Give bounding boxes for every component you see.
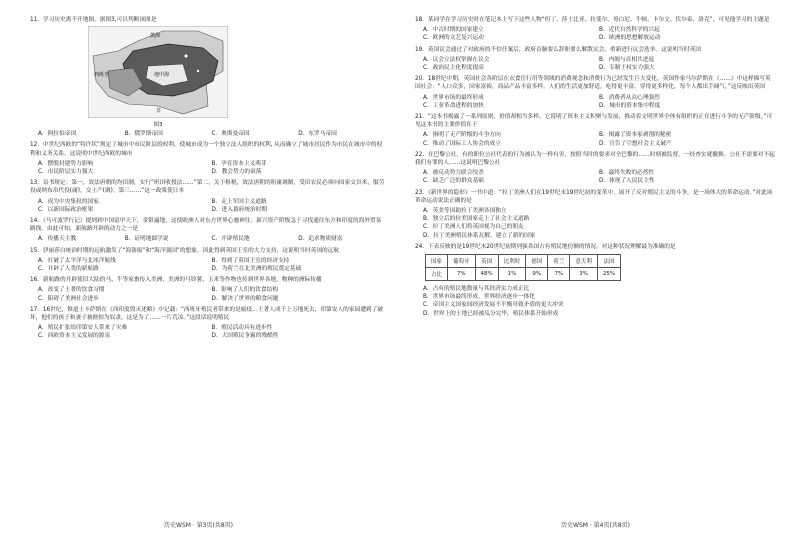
option-d[interactable]: D．东罗马帝国 (298, 131, 337, 138)
question-text: 21．“这本书揭露了一系列原则，价值却相当多样。它说明了资本主义积聚与发展，推动着文明世界全体有组织的正在进行斗争的无产阶级。”可见这本书的主要价值在于 (415, 114, 773, 129)
colony-share-table (425, 254, 621, 281)
question-12 (30, 141, 385, 157)
question-17 (30, 306, 385, 322)
table-cell: 葡萄牙 (448, 255, 476, 268)
question-text: 11．学习历史离不开地图，据图3,可以判断该图是 (30, 17, 157, 23)
option-d[interactable]: D．为荷兰在北美洲的殖民奠定基础 (211, 266, 302, 273)
option-d[interactable]: D．解决了世界的粮食问题 (211, 295, 279, 302)
question-15 (30, 247, 385, 255)
question-23 (415, 189, 775, 205)
map-figure (88, 26, 228, 118)
map-label-top: 黑海 (150, 33, 161, 40)
option-b[interactable]: B．独立后的拉美国家走上了社会主义道路 (423, 216, 530, 223)
option-c[interactable]: C．开辟了人类的新航路 (38, 266, 99, 273)
option-a[interactable]: A．英美等国助拉丁美洲各国独立 (423, 208, 507, 215)
option-a[interactable]: A．议会立法权掌握在议会 (423, 56, 490, 63)
page-footer: 历史WSM · 第4页(共8页) (561, 522, 630, 529)
empire-map (88, 26, 228, 118)
option-a[interactable]: A．中古时期的国家建立 (423, 27, 484, 34)
option-b[interactable]: B．近代自然科学的兴起 (599, 27, 660, 34)
question-17-options (38, 324, 385, 340)
option-c[interactable]: C．以新国际政治框架 (38, 206, 94, 213)
table-cell: 3% (570, 268, 598, 281)
option-c[interactable]: C．开辟殖民地 (211, 236, 250, 243)
option-d[interactable]: D．宣告了空想社会主义破产 (599, 140, 672, 147)
map-label-west: 西班牙 (94, 72, 110, 79)
option-c[interactable]: C．工业革命进程的加快 (423, 102, 484, 109)
table-cell: 7% (548, 268, 570, 281)
right-page (397, 0, 794, 537)
option-a[interactable]: A．打破了太平洋与北冰洋航线 (38, 257, 116, 264)
question-11 (30, 16, 385, 24)
question-18-options (423, 26, 775, 42)
question-text: 20．18世纪中期，英国社会各阶层在衣食住行用等领域的消费观念和消费行为已经发生巨大变化。英国作家马尔萨斯在《……》中这样描写英国社会：“人口众多，国家富裕，商品产品丰富多样，人们的生活更加舒适，吃得更丰富、穿得更多样化，每个人都出手阔气。”这反映出英国 (415, 76, 771, 91)
question-22 (415, 151, 775, 167)
question-18 (415, 16, 775, 24)
question-24-options (423, 285, 775, 318)
option-a[interactable]: A．世界市场的最终形成 (423, 94, 484, 101)
question-text: 22．在巴黎公社，有的职位公社代表的行为被认为一样有害，按照当时的要求对全巴黎的……时刻被监督，一经查实就撤换。公社不需要对不起我们有罪的人……这说明巴黎公社 (415, 151, 775, 167)
table-row (426, 268, 621, 281)
question-16-options (38, 286, 385, 302)
option-b[interactable]: B．内阁与首相共进退 (599, 56, 655, 63)
table-cell: 占比 (426, 268, 448, 281)
option-a[interactable]: A．改变了土著的饮食习惯 (38, 287, 105, 294)
question-13 (30, 179, 385, 195)
page-footer: 历史WSM · 第3页(共8页) (164, 522, 233, 529)
table-cell: 比利时 (498, 255, 526, 268)
option-d[interactable]: D．拉丁美洲殖民体系瓦解，建立了新的国家 (423, 232, 536, 239)
question-14-options (38, 235, 385, 243)
option-c[interactable]: C．拉丁美洲人们将英国视为自己的朋友 (423, 224, 524, 231)
table-cell: 法国 (597, 255, 620, 268)
question-20-options (423, 94, 775, 110)
option-b[interactable]: B．俄罗斯帝国 (124, 131, 163, 138)
option-c[interactable]: C．阻碍了美洲社会进步 (38, 295, 99, 302)
option-b[interactable]: B．揭露了资本家剥削的秘密 (599, 132, 672, 139)
option-c[interactable]: C．推动了国际工人协会的成立 (423, 140, 501, 147)
option-d[interactable]: D．欧洲的思想解放运动 (599, 35, 661, 42)
option-a[interactable]: A．殖民扩张给印第安人带来了灾难 (38, 325, 128, 332)
table-cell: 9% (526, 268, 548, 281)
option-b[interactable]: B．证明地圆学说 (124, 236, 169, 243)
option-a[interactable]: A．阿拉伯帝国 (38, 131, 77, 138)
question-text: 24．下表反映的是19世纪末20世纪初期列强各国占有殖民地份额的情况。对这种状况理解最为准确的是 (415, 243, 676, 250)
table-cell: 7% (448, 268, 476, 281)
table-cell: 48% (475, 268, 498, 281)
option-c[interactable]: C．西欧资本主义发展的源泉 (38, 333, 111, 340)
question-23-options (423, 207, 775, 240)
option-d[interactable]: D．城市的资本集中程度 (599, 102, 661, 109)
option-b[interactable]: B．走上军国主义道路 (211, 198, 267, 205)
option-b[interactable]: B．殖民活动具有进步性 (211, 325, 273, 332)
option-a[interactable]: A．传播天主教 (38, 236, 77, 243)
option-c[interactable]: C．欧洲的文艺复兴运动 (423, 35, 484, 42)
question-text: 17．16世纪，修道士卡萨斯在《西印度毁灭述略》中记载：“西班牙殖民者带来的是瘟疫…土著人成千上万地死去，印第安人的家园遭到了破坏，他们的孩子和妻子被掳掠为奴隶，这是为了……一片荒凉。”这段话说明殖民 (30, 306, 383, 322)
option-d[interactable]: D．教会势力的衰落 (211, 169, 262, 176)
right-column (415, 16, 775, 321)
option-c[interactable]: C．帝国主义国家间经济发展不平衡导致矛盾的更大冲突 (423, 302, 564, 309)
table-cell: 25% (597, 268, 620, 281)
table-cell: 荷兰 (548, 255, 570, 268)
left-column (30, 16, 385, 344)
question-text: 14．《马可波罗行记》提到到中国富甲天下，金银遍地，这使欧洲人对东方世界心驰神往。新兴资产阶级急于寻找通往东方和印度的海外贸易路线。由此可知，新航路开辟的动力之一是 (30, 218, 382, 233)
option-d[interactable]: D．专制王权实力强大 (599, 65, 655, 72)
question-text: 23．《新世界的隐形》一书中道：“拉丁美洲人们在19世纪末19世纪初的变革中，展开了反对殖民主义的斗争，是一场体大的革命运动。”对此场革命运动说法正确的是 (415, 189, 773, 204)
question-13-options (38, 198, 385, 214)
option-c[interactable]: C．政治民主化程度提高 (423, 65, 484, 72)
option-a[interactable]: A．被反动势力联合绞杀 (423, 170, 484, 177)
question-19-options (423, 56, 775, 72)
option-d[interactable]: D．大国殖民争霸的残酷性 (211, 333, 279, 340)
option-b[interactable]: B．消费者从众心理强烈 (599, 94, 660, 101)
question-14 (30, 217, 385, 233)
option-b[interactable]: B．最终失败的必然性 (599, 170, 655, 177)
question-21 (415, 113, 775, 129)
option-d[interactable]: D．世界上的土地已经被瓜分完毕，殖民体系开始形成 (423, 310, 559, 317)
option-a[interactable]: A．摆脱封建势力影响 (38, 160, 94, 167)
question-text: 13．诏书规定：第一，效法唐朝的均田制，实行“班田收授法……”第二，关于租税，效法唐朝的租庸调制，受田农民必须向国家交谷米，服劳役或纳布帛代役(庸)，交土产(调)。第三……”这一政策使日本 (30, 180, 385, 195)
question-text: 12．中世纪西欧的“特许状”规定了城市中市民阶层的权利，使城市成为一个独立法人组织的权利, 从而确立了城市居民作为市民在城市中的权利和义务关系。这说明中世纪西欧的城市 (30, 142, 383, 157)
option-b[interactable]: B．世界市场最终形成，世界经济逐步一体化 (423, 294, 535, 301)
question-12-options (38, 160, 385, 176)
question-11-options (38, 130, 385, 138)
table-header-row (426, 255, 621, 268)
question-21-options (423, 131, 775, 147)
question-text: 15．伊丽莎白统治时期的远航激发了“海盗船”和“海洋强国”的想象，因此得到英国王室的大力支持，这说明当时英国的远航 (30, 247, 340, 254)
question-text: 18．某同学在学习历史时在笔记本上写下这些人物“但丁、莎士比亚、拉斐尔、哥白尼、牛顿、卡尔文、伏尔泰、洛克”，可见他学习的主题是 (415, 17, 770, 23)
question-15-options (38, 257, 385, 273)
table-cell: 1% (498, 268, 526, 281)
option-a[interactable]: A．成为中央集权的国家 (38, 198, 99, 205)
option-b[interactable]: B．孕育资本主义萌芽 (211, 160, 267, 167)
table-cell: 意大利 (570, 255, 598, 268)
table-cell: 英国 (475, 255, 498, 268)
map-caption: 图3 (153, 122, 163, 129)
map-label-center: 地中海 (154, 72, 170, 79)
map-label-south: 非 (156, 108, 162, 115)
option-c[interactable]: C．缺乏广泛的群众基础 (423, 178, 484, 185)
option-d[interactable]: D．进入幕府统治时期 (211, 206, 268, 213)
question-20 (415, 75, 775, 91)
option-d[interactable]: D．追求物质财富 (298, 236, 343, 243)
question-16 (30, 276, 385, 284)
table-cell: 德国 (526, 255, 548, 268)
option-b[interactable]: B．得到了英国王室的经济支持 (211, 257, 290, 264)
option-c[interactable]: C．市民阶层实力强大 (38, 169, 94, 176)
question-19 (415, 46, 775, 54)
option-a[interactable]: A．占有的殖民地数量与其经济实力成正比 (423, 286, 530, 293)
option-c[interactable]: C．奥斯曼帝国 (211, 131, 250, 138)
option-a[interactable]: A．指明了无产阶级的斗争方向 (423, 132, 501, 139)
question-24 (415, 243, 775, 251)
option-d[interactable]: D．体现了人民民主性 (599, 178, 655, 185)
question-text: 16．新航路的开辟使旧大陆的马、牛等家畜传入美洲，美洲的马铃薯、玉米等作物也传到世界各地，物种的洲际传播 (30, 277, 322, 284)
table-cell: 国家 (426, 255, 448, 268)
option-b[interactable]: B．影响了人们的饮食结构 (211, 287, 278, 294)
question-22-options (423, 169, 775, 185)
question-text: 19．英国议会通过了对政府的不信任案后，政府首脑要么辞职要么解散议会，重新进行议会选举。这说明当时英国 (415, 46, 701, 53)
